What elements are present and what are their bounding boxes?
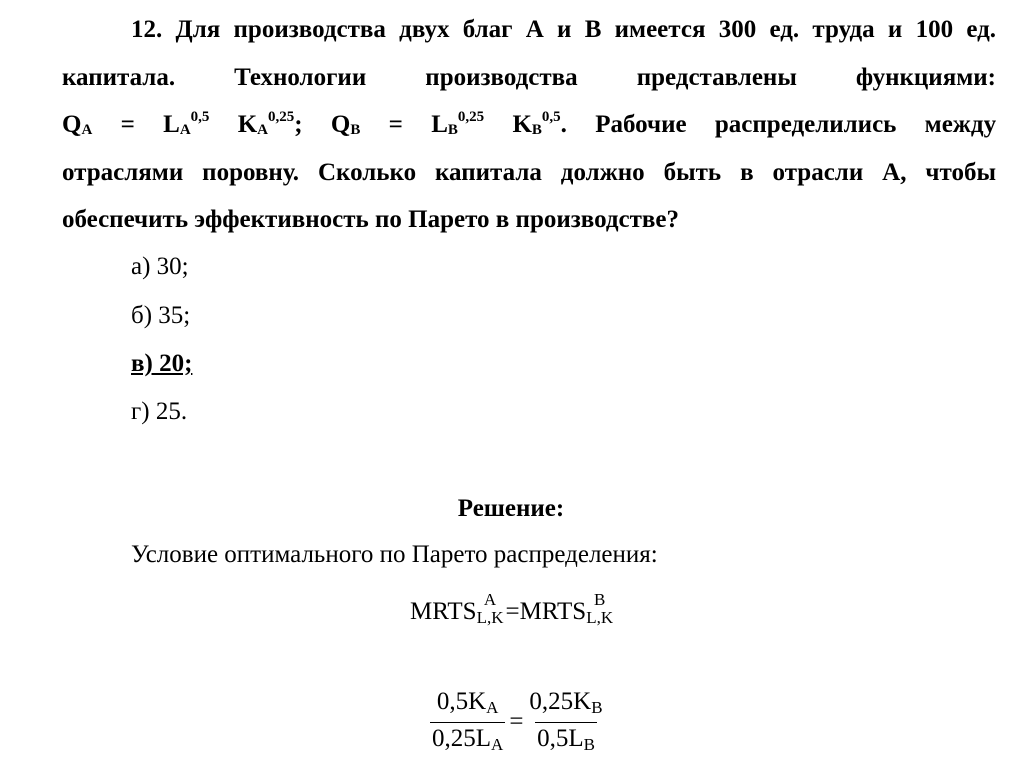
fraction-equals-sign: = <box>509 707 524 735</box>
problem-line-4: отраслями поровну. Сколько капитала должно быть в отрасли А, чтобы <box>62 158 996 186</box>
option-a: а) 30; <box>131 253 189 280</box>
option-b: б) 35; <box>131 302 191 329</box>
fraction-equation <box>430 688 605 755</box>
formula-qb: $Q_B = L_B^{0,25}$ $K_B^{0,5}$ <box>330 109 561 138</box>
solution-condition: Условие оптимального по Парето распределения: <box>131 541 658 568</box>
problem-number: 12. <box>131 16 163 43</box>
option-c-correct: в) 20; <box>131 350 193 377</box>
problem-line-3-tail: . Рабочие распределились между <box>560 111 997 138</box>
fraction-left: $\frac{0,5KA}{0,25LA}$ <box>432 688 504 754</box>
solution-heading: Решение: <box>457 495 565 522</box>
problem-line-2: капитала. Технологии производства представлены функциями: <box>62 63 996 91</box>
mrts-right-indices: B L,K <box>586 590 614 627</box>
mrts-left-indices: A L,K <box>476 590 504 627</box>
problem-line-5: обеспечить эффективность по Парето в производстве? <box>62 206 680 233</box>
option-d: г) 25. <box>131 398 188 425</box>
problem-line-1 <box>62 6 996 54</box>
mrts-equation <box>410 592 615 626</box>
mrts-right: MRTS <box>519 598 587 625</box>
problem-line-1-text: Для производства двух благ А и В имеется 300 ед. труда и 100 ед. <box>175 16 997 43</box>
mrts-left: MRTS <box>410 598 477 625</box>
problem-line-3 <box>62 101 996 149</box>
formula-qa: $Q_A = L_A^{0,5}$ $K_A^{0,25}$; <box>62 109 303 138</box>
fraction-right: $\frac{0,25KB}{0,5LB}$ <box>529 688 603 754</box>
problem-text <box>62 6 996 244</box>
equals-sign: = <box>505 598 520 625</box>
